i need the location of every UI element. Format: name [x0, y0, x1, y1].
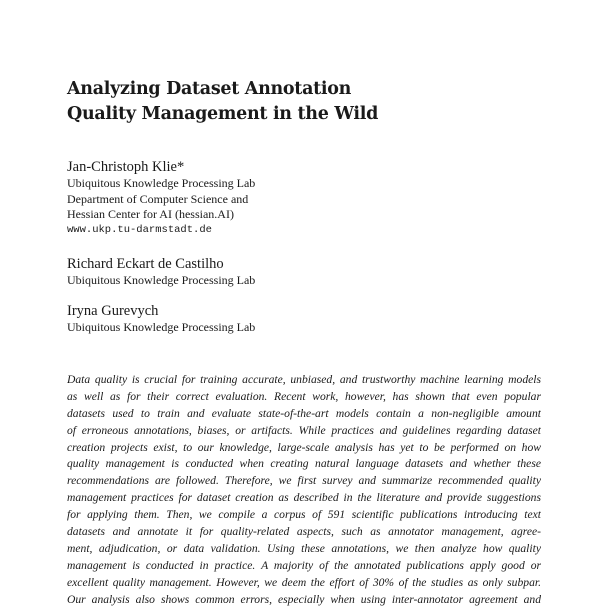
paper-title — [67, 77, 537, 127]
abstract-line: Our analysis also shows common errors, especially when using inter-annotator agreement and — [67, 592, 541, 606]
author-name: Richard Eckart de Castilho — [67, 256, 224, 272]
abstract-line: as well as for their correct evaluation. Recent work, however, has shown that even popular — [67, 389, 541, 403]
paper-title-line-2: Quality Management in the Wild — [67, 104, 379, 124]
author-name: Jan-Christoph Klie* — [67, 159, 185, 175]
abstract-line: of erroneous annotations, biases, or artifacts. While practices and guidelines regarding dataset — [67, 423, 541, 437]
paper-title-line-1: Analyzing Dataset Annotation — [67, 79, 352, 99]
abstract-line: Data quality is crucial for training accurate, unbiased, and trustworthy machine learning models — [67, 373, 541, 386]
author-name: Iryna Gurevych — [67, 303, 159, 319]
author-block-eckart-de-castilho — [67, 255, 255, 289]
abstract-line: management practices for dataset creation as described in the literature and provide suggestions — [67, 491, 541, 505]
author-affiliation: Department of Computer Science and — [67, 191, 249, 206]
author-block-klie — [67, 158, 255, 238]
abstract-line: quality management is conducted when creating natural language datasets and whether these — [67, 457, 541, 471]
author-affiliation: Ubiquitous Knowledge Processing Lab — [67, 176, 256, 190]
abstract-line: recommendations are followed. Therefore, we first survey and summarize recommended quality — [67, 474, 541, 488]
abstract-line: datasets and annotate it for quality-related aspects, such as annotator management, agree- — [67, 525, 541, 539]
abstract-line: datasets used to train and evaluate state-of-the-art models contain a non-negligible amount — [67, 406, 541, 420]
author-affiliation: Ubiquitous Knowledge Processing Lab — [67, 273, 256, 287]
abstract-line: excellent quality management. However, we deem the effort of 30% of the studies as only subpar. — [67, 575, 541, 589]
author-affiliation: Ubiquitous Knowledge Processing Lab — [67, 320, 256, 334]
author-url: www.ukp.tu-darmstadt.de — [67, 223, 212, 236]
author-block-gurevych — [67, 302, 255, 336]
abstract — [67, 372, 541, 608]
author-affiliation: Hessian Center for AI (hessian.AI) — [67, 207, 234, 221]
abstract-line: creation projects exist, to our knowledge, large-scale analysis has yet to be performed on how — [67, 440, 541, 454]
abstract-line: management is conducted in practice. A majority of the annotated publications apply good or — [67, 558, 541, 572]
abstract-line: for applying them. Then, we compile a corpus of 591 scientific publications introducing text — [67, 508, 541, 522]
abstract-line: ment, adjudication, or data validation. Using these annotations, we then analyze how quality — [67, 541, 541, 555]
